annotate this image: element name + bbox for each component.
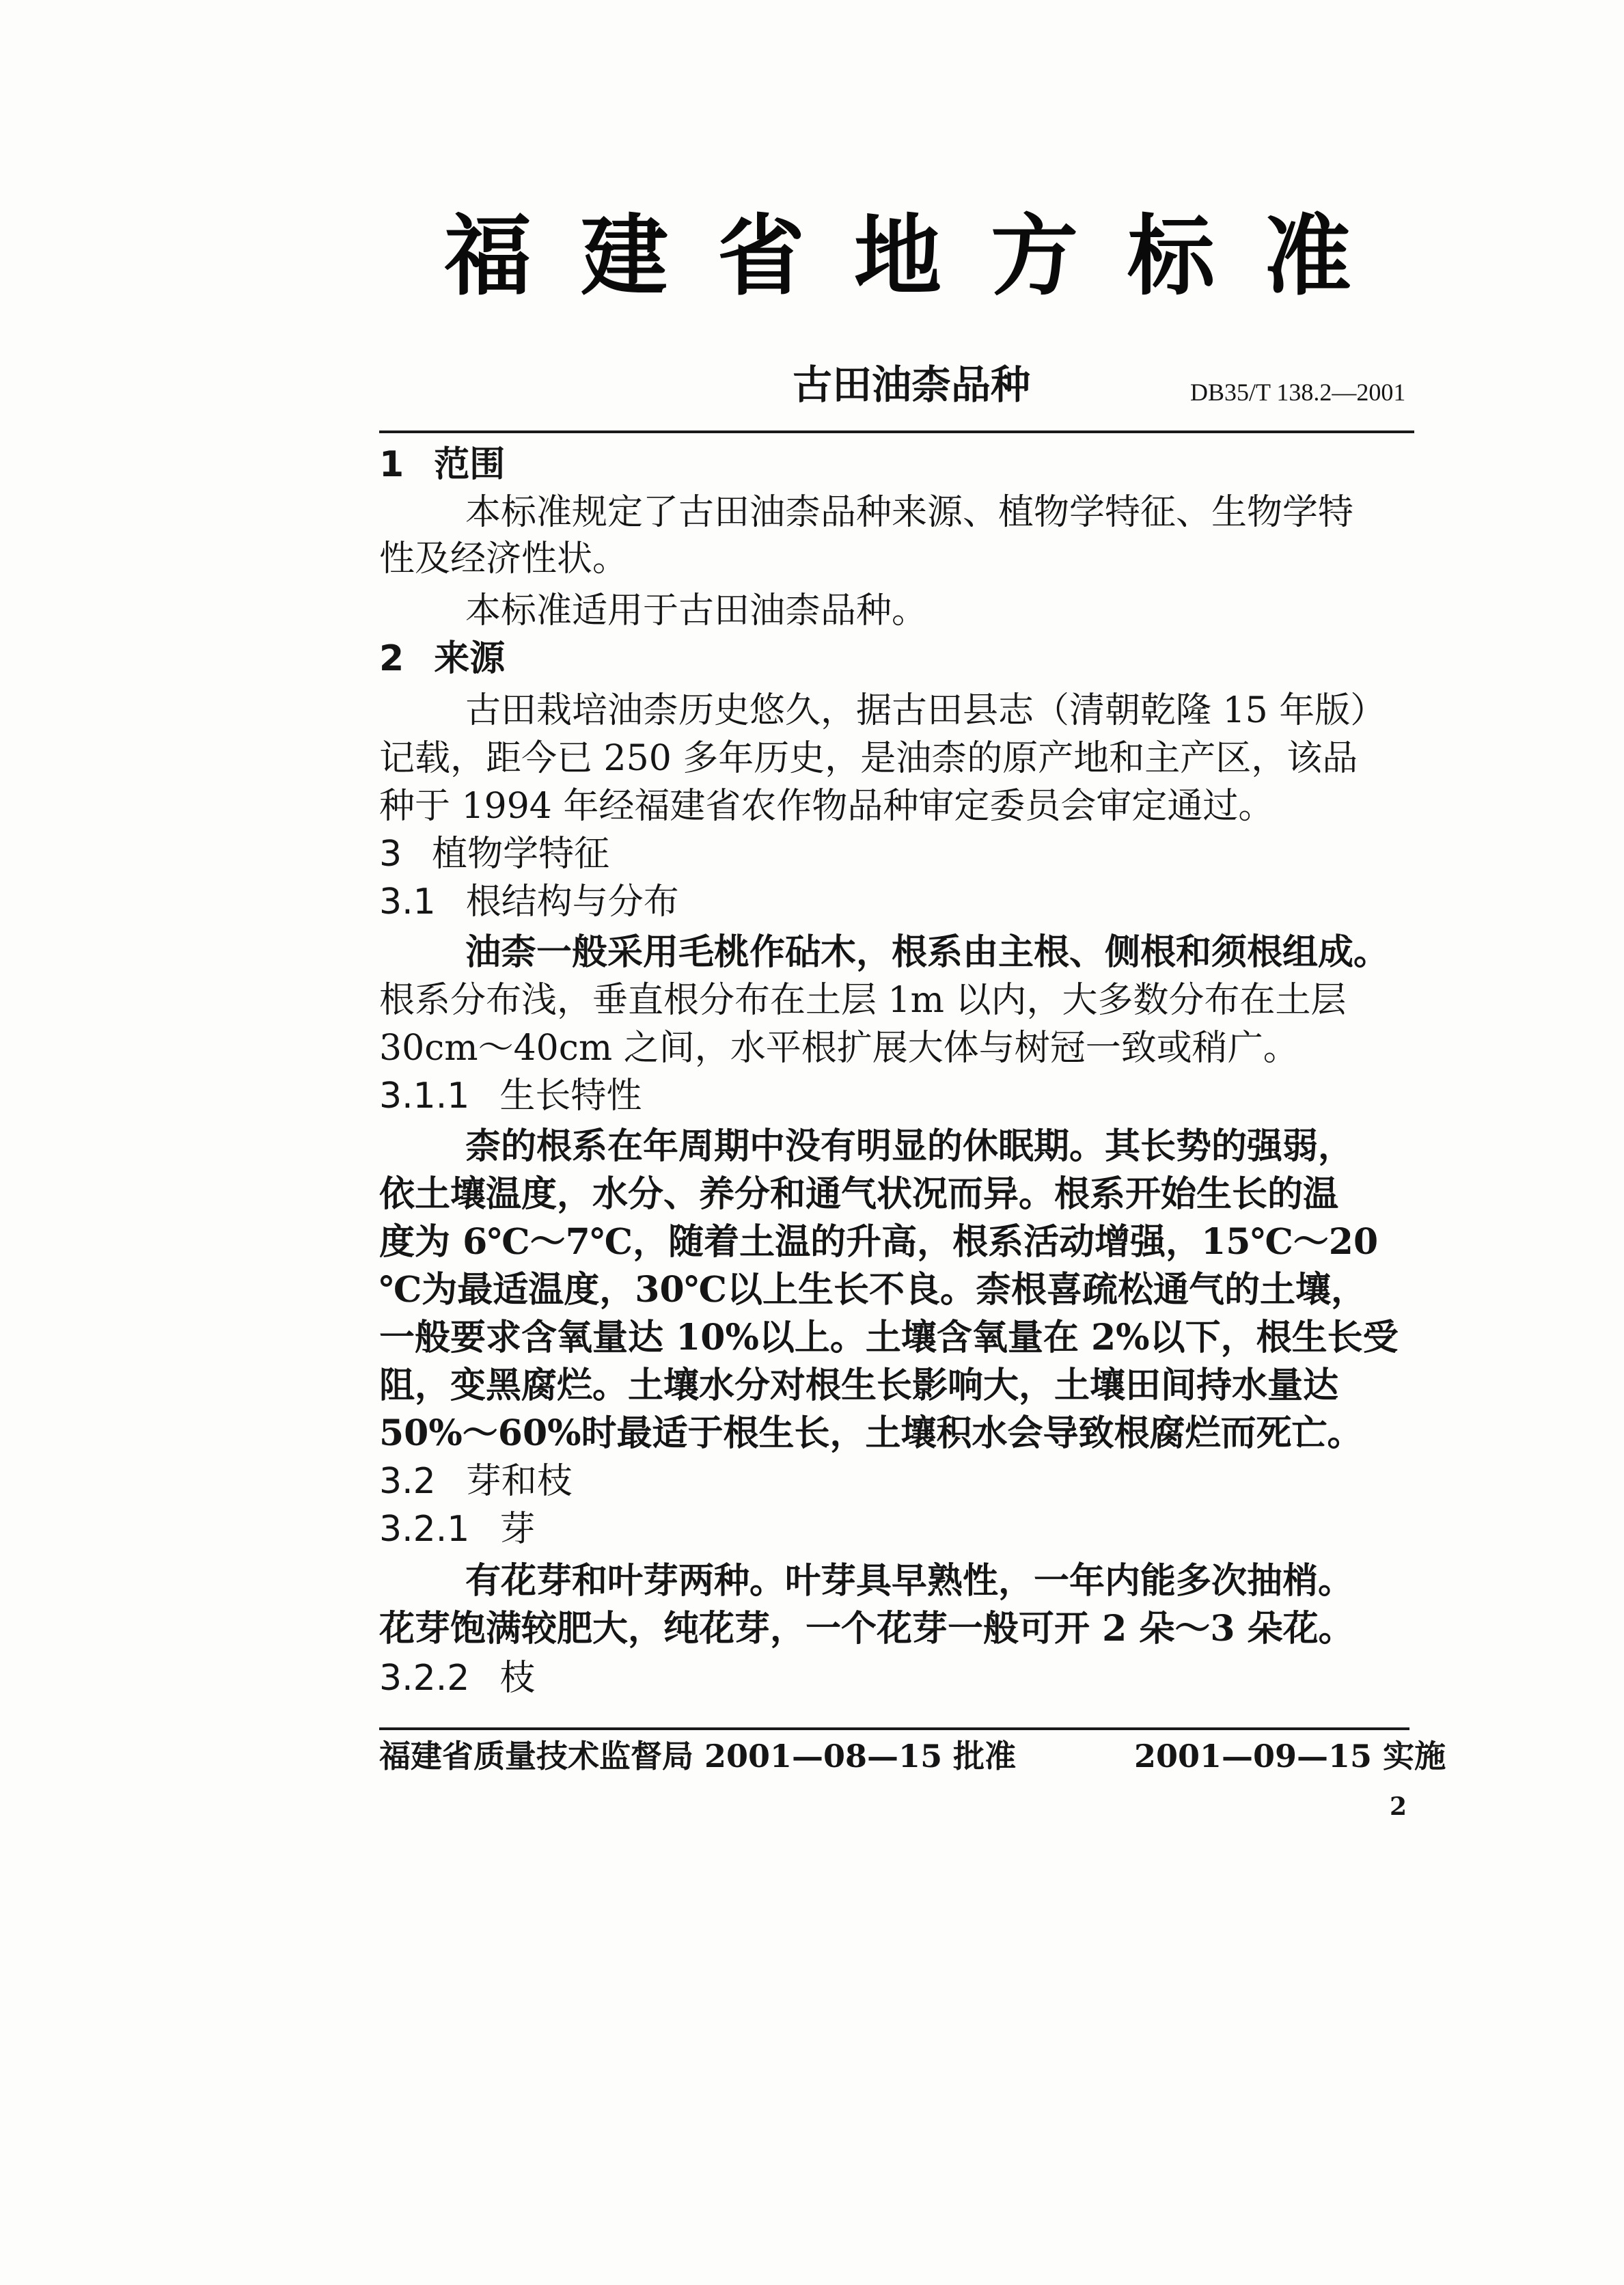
section-title: 枝 (499, 1658, 536, 1699)
paragraph-line: 柰的根系在年周期中没有明显的休眠期。其长势的强弱， (465, 1125, 1354, 1167)
section-title: 植物学特征 (432, 834, 610, 875)
section-number: 3.2 (379, 1461, 436, 1502)
paragraph-line: 本标准适用于古田油柰品种。 (465, 590, 928, 631)
section-title: 芽 (499, 1509, 536, 1550)
paragraph-line: 30cm～40cm 之间，水平根扩展大体与树冠一致或稍广。 (379, 1028, 1299, 1069)
section-title: 芽和枝 (465, 1461, 573, 1502)
document-body (379, 437, 1418, 1725)
standard-name: 古田油柰品种 (793, 361, 1031, 408)
paragraph-line: 古田栽培油柰历史悠久，据古田县志（清朝乾隆 15 年版） (465, 690, 1386, 731)
section-title: 根结构与分布 (465, 881, 679, 922)
paragraph-line: 本标准规定了古田油柰品种来源、植物学特征、生物学特 (465, 492, 1354, 533)
section-number: 3.2.1 (379, 1509, 470, 1550)
section-number: 3 (379, 834, 402, 875)
paragraph-line: 50%～60%时最适于根生长，土壤积水会导致根腐烂而死亡。 (379, 1412, 1363, 1454)
paragraph-line: 根系分布浅，垂直根分布在土层 1m 以内，大多数分布在土层 (379, 980, 1347, 1021)
standard-code: DB35/T 138.2—2001 (1190, 379, 1406, 406)
section-number: 3.1 (379, 881, 436, 922)
paragraph-line: 阻，变黑腐烂。土壤水分对根生长影响大，土壤田间持水量达 (379, 1365, 1339, 1406)
paragraph-line: 油柰一般采用毛桃作砧木，根系由主根、侧根和须根组成。 (465, 931, 1390, 973)
section-heading-3-2-1 (379, 1506, 535, 1552)
section-number: 2 (379, 638, 404, 679)
section-number: 3.1.1 (379, 1076, 470, 1117)
paragraph-line: 花芽饱满较肥大，纯花芽，一个花芽一般可开 2 朵～3 朵花。 (379, 1608, 1354, 1650)
paragraph-line: 度为 6℃～7℃，随着土温的升高，根系活动增强，15℃～20 (379, 1221, 1379, 1263)
page-number: 2 (1390, 1792, 1407, 1821)
paragraph-line: 种于 1994 年经福建省农作物品种审定委员会审定通过。 (379, 786, 1274, 827)
paragraph-line: 记载，距今已 250 多年历史，是油柰的原产地和主产区，该品 (379, 738, 1358, 779)
section-heading-2 (379, 635, 505, 682)
paragraph-line: 有花芽和叶芽两种。叶芽具早熟性，一年内能多次抽梢。 (465, 1560, 1354, 1602)
paragraph-line: 性及经济性状。 (379, 538, 629, 579)
implementation-date: 2001—09—15 实施 (1134, 1738, 1446, 1775)
footer-rule (379, 1727, 1409, 1730)
paragraph-line: 依土壤温度，水分、养分和通气状况而异。根系开始生长的温 (379, 1173, 1339, 1215)
section-number: 3.2.2 (379, 1658, 470, 1699)
paragraph-line: ℃为最适温度，30℃以上生长不良。柰根喜疏松通气的土壤， (379, 1269, 1366, 1311)
section-heading-1 (379, 441, 505, 488)
section-heading-3-2-2 (379, 1655, 535, 1701)
section-heading-3-2 (379, 1458, 573, 1505)
header-rule (379, 430, 1414, 433)
section-heading-3 (379, 831, 609, 877)
section-number: 1 (379, 444, 404, 485)
section-heading-3-1-1 (379, 1073, 642, 1119)
paragraph-line: 一般要求含氧量达 10%以上。土壤含氧量在 2%以下，根生长受 (379, 1317, 1399, 1358)
document-title: 福建省地方标准 (444, 205, 1401, 307)
section-title: 范围 (434, 444, 506, 485)
approval-note: 福建省质量技术监督局 2001—08—15 批准 (379, 1738, 1017, 1775)
section-title: 生长特性 (499, 1076, 642, 1117)
section-title: 来源 (434, 638, 506, 679)
section-heading-3-1 (379, 879, 679, 925)
